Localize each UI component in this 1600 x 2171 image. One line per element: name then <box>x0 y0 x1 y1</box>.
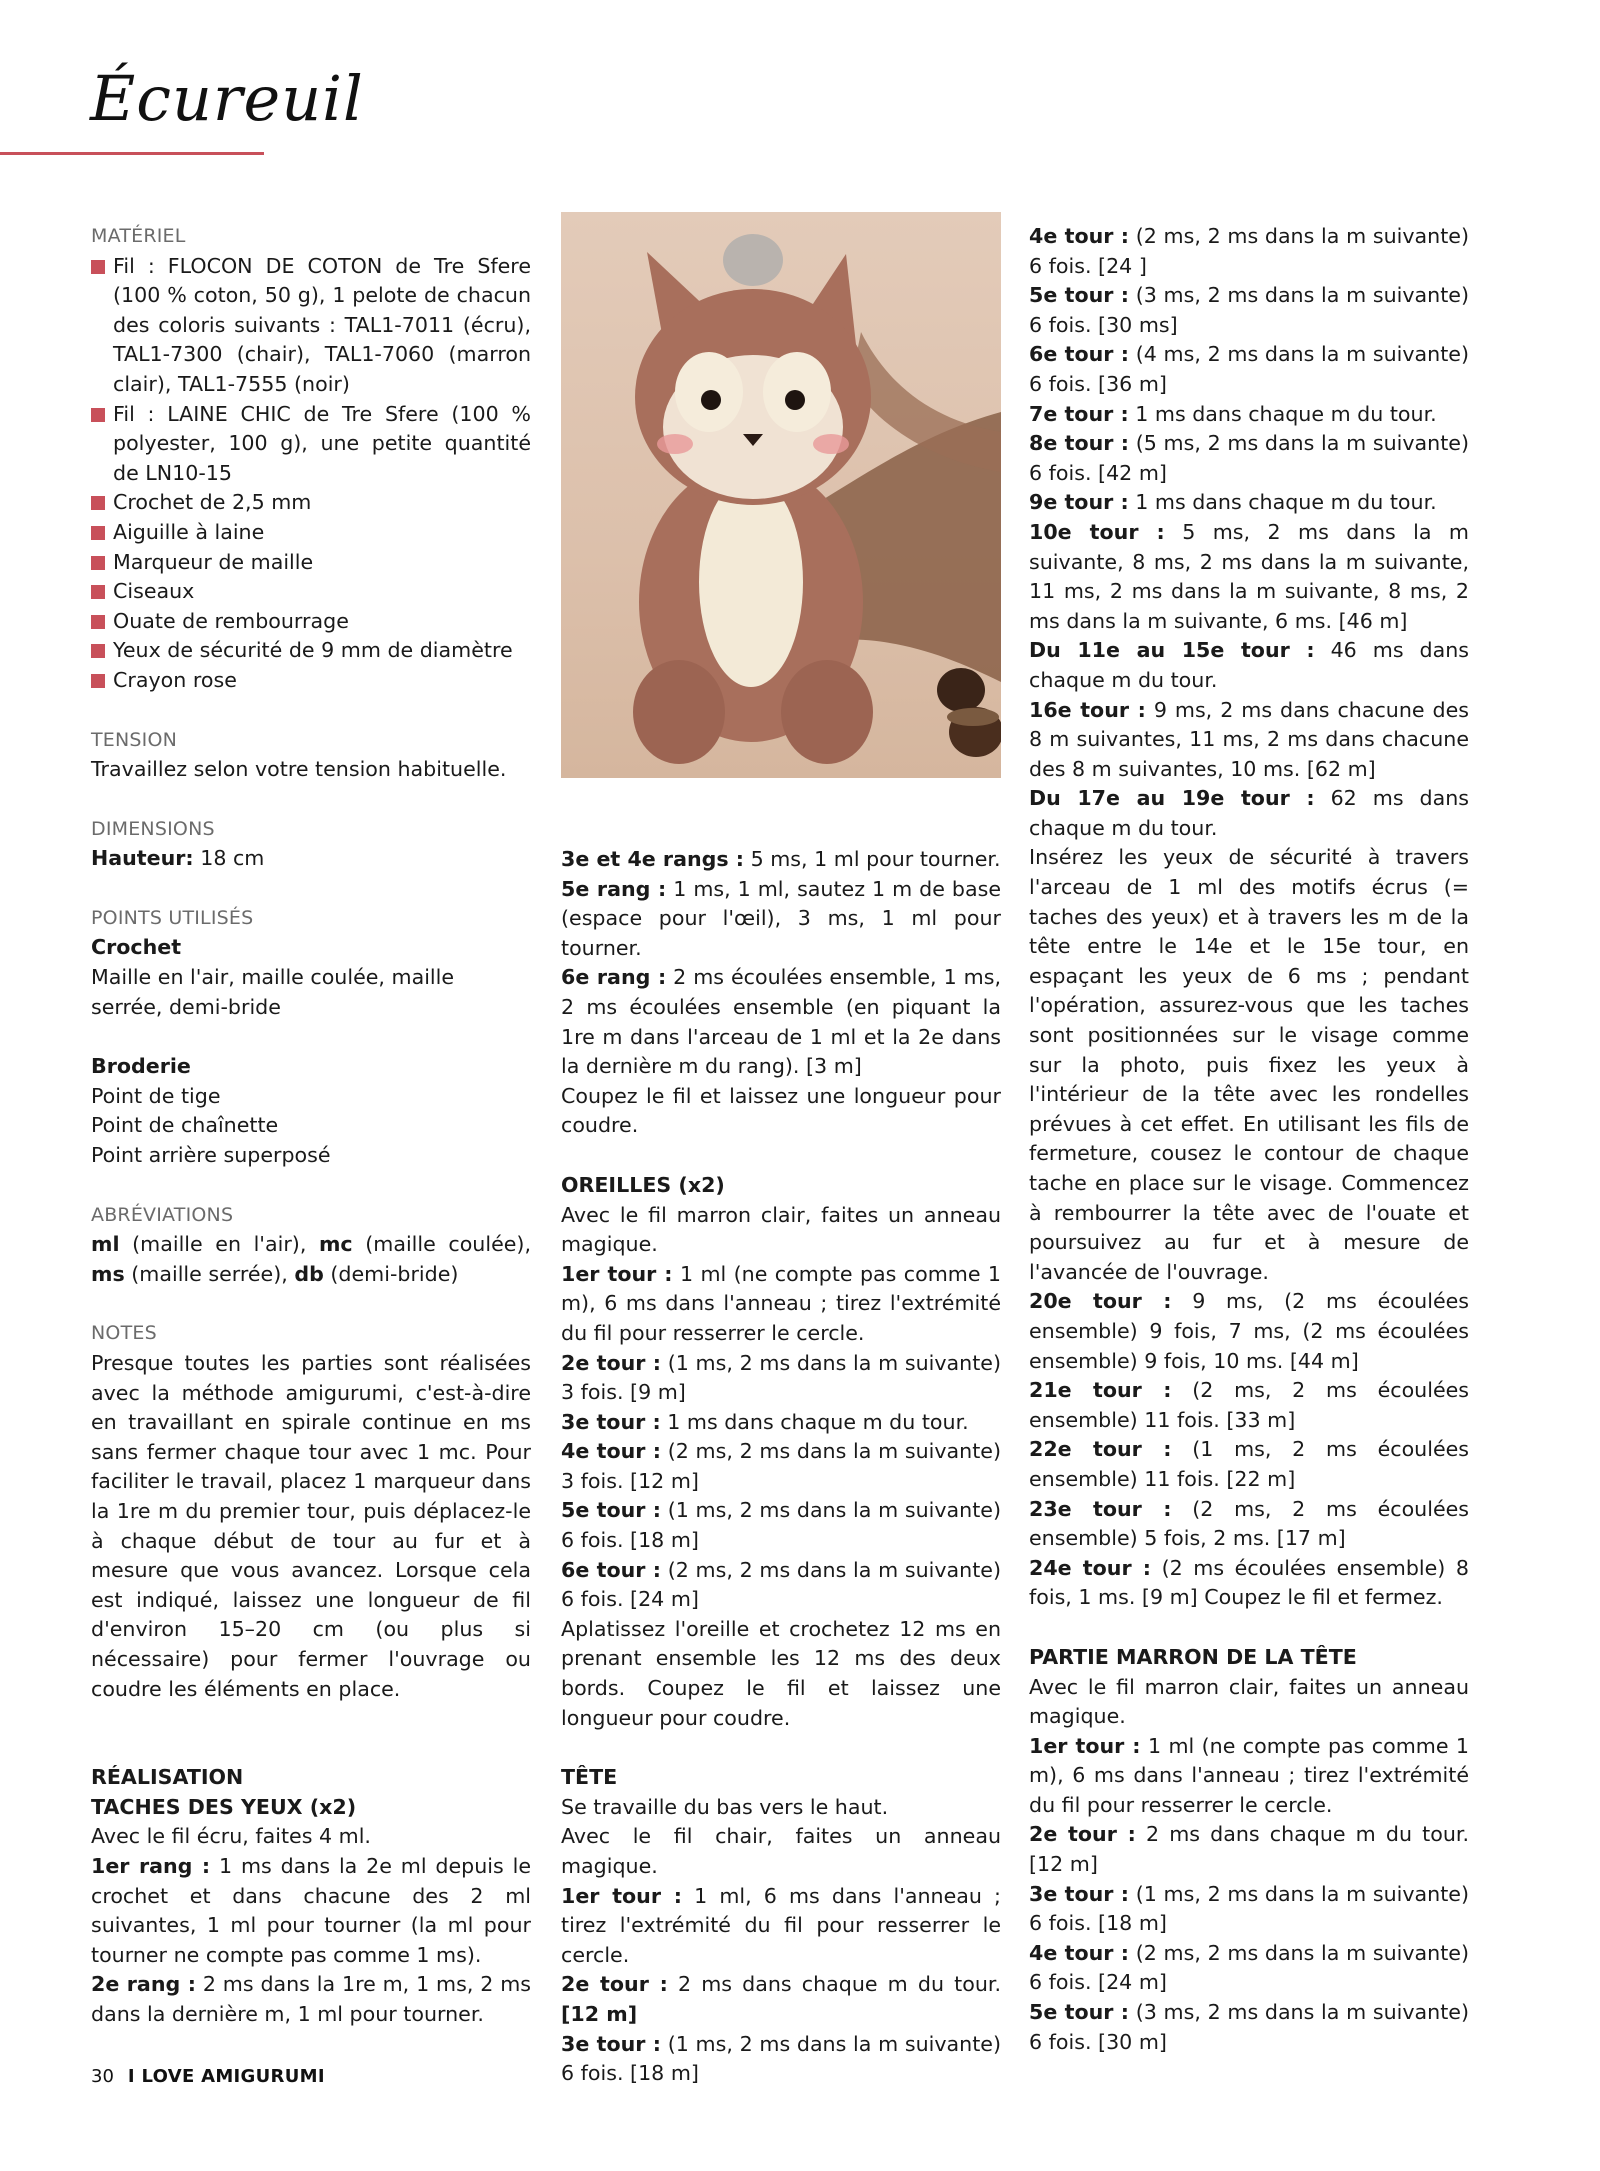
row-label: 3e tour : <box>561 2031 661 2056</box>
row-text: 5 ms, 2 ms dans la m suivante, 8 ms, 2 ms dans la m suivante, 11 ms, 2 ms dans la m suivante, 8 ms, 2 ms dans la m suivante, 6 ms. [46 m] <box>1029 519 1469 633</box>
row-label: Du 17e au 19e tour : <box>1029 786 1315 811</box>
row-label: 1er tour : <box>561 1883 682 1908</box>
materiel-item: Ouate de rembourrage <box>91 607 531 637</box>
row-text: (2 ms, 2 ms écoulées ensemble) 5 fois, 2 ms. [17 m] <box>1029 1496 1470 1551</box>
row-text: 1 ms, 1 ml, sautez 1 m de base (espace pour l'œil), 3 ms, 1 ml pour tourner. <box>561 876 1001 960</box>
instruction-row <box>561 1496 1001 1555</box>
instruction-row <box>1029 488 1469 518</box>
section-heading-notes: NOTES <box>91 1322 157 1345</box>
abbr-term: ms <box>91 1261 125 1286</box>
row-label: 6e rang : <box>561 965 667 990</box>
row-text: (3 ms, 2 ms dans la m suivante) 6 fois. [30 ms] <box>1029 283 1469 337</box>
instruction-row <box>1029 281 1469 340</box>
section-heading-tension: TENSION <box>91 728 178 751</box>
materiel-list <box>91 252 531 696</box>
instruction-row <box>561 1970 1001 2029</box>
taches-heading: TACHES DES YEUX (x2) <box>91 1794 357 1819</box>
instruction-row <box>1029 1554 1469 1613</box>
row-label: 1er rang : <box>91 1853 211 1878</box>
row-text: 9 ms, (2 ms écoulées ensemble) 9 fois, 7 ms, (2 ms écoulées ensemble) 9 fois, 10 ms. [44 m] <box>1029 1289 1470 1373</box>
instruction-row <box>1029 1435 1469 1494</box>
row-text: 1 ms dans chaque m du tour. <box>1128 401 1437 426</box>
instruction-row <box>1029 696 1469 785</box>
row-text: (1 ms, 2 ms dans la m suivante) 3 fois. [9 m] <box>561 1350 1001 1405</box>
row-label: 2e tour : <box>561 1972 668 1997</box>
crochet-text: Maille en l'air, maille coulée, maille serrée, demi-bride <box>91 965 455 1019</box>
instruction-row <box>1029 400 1469 430</box>
row-text: 2 ms dans la 1re m, 1 ms, 2 ms dans la dernière m, 1 ml pour tourner. <box>91 1972 531 2026</box>
squirrel-photo <box>561 212 1001 778</box>
row-label: 2e rang : <box>91 1972 196 1997</box>
section-heading-materiel: MATÉRIEL <box>91 225 186 247</box>
instruction-row <box>561 963 1001 1081</box>
row-label: 6e tour : <box>561 1557 661 1582</box>
materiel-item: Yeux de sécurité de 9 mm de diamètre <box>91 636 531 666</box>
section-heading-dimensions: DIMENSIONS <box>91 817 215 840</box>
tete-intro: Se travaille du bas vers le haut. <box>561 1794 889 1819</box>
dimensions-value: 18 cm <box>193 846 265 871</box>
instruction-row <box>561 845 1001 875</box>
row-text: 1 ml (ne compte pas comme 1 m), 6 ms dans l'anneau ; tirez l'extrémité du fil pour resserrer le cercle. <box>561 1261 1001 1345</box>
instruction-row <box>1029 1880 1469 1939</box>
crochet-label: Crochet <box>91 935 182 960</box>
row-text: 2 ms écoulées ensemble, 1 ms, 2 ms écoulées ensemble (en piquant la 1re m dans l'arceau de 1 ml et la 2e dans la dernière m du rang). [3 m] <box>561 965 1001 1079</box>
notes-text: Presque toutes les parties sont réalisées avec la méthode amigurumi, c'est-à-dire en travaillant en spirale continue en ms sans fermer chaque tour avec 1 mc. Pour faciliter le travail, placez 1 marqueur dans la 1re m du premier tour, puis déplacez-le à chaque début de tour au fur et à mesure que vous avancez. Lorsque cela est indiqué, laissez une longueur de fil d'environ 15–20 cm (ou plus si nécessaire) pour fermer l'ouvrage ou coudre les éléments en place. <box>91 1351 531 1701</box>
materiel-item: Fil : LAINE CHIC de Tre Sfere (100 % polyester, 100 g), une petite quantité de LN10-15 <box>91 400 531 489</box>
tension-text: Travaillez selon votre tension habituelle. <box>91 757 507 782</box>
row-text: 2 ms dans chaque m du tour. <box>667 1972 1001 1997</box>
section-heading-points: POINTS UTILISÉS <box>91 906 254 929</box>
row-text: 9 ms, 2 ms dans chacune des 8 m suivantes, 11 ms, 2 ms dans chacune des 8 m suivantes, 10 ms. [62 m] <box>1029 697 1469 781</box>
squirrel-illustration <box>561 212 1001 778</box>
instruction-row <box>1029 340 1469 399</box>
row-label: 21e tour : <box>1029 1378 1172 1403</box>
materiel-item: Ciseaux <box>91 577 531 607</box>
materiel-item: Crayon rose <box>91 666 531 696</box>
partie-intro: Avec le fil marron clair, faites un anneau magique. <box>1029 1674 1469 1729</box>
instruction-row <box>561 875 1001 964</box>
row-label: 4e tour : <box>561 1439 661 1464</box>
magazine-name: I LOVE AMIGURUMI <box>127 2066 325 2087</box>
realisation-heading: RÉALISATION <box>91 1765 244 1790</box>
row-text: (2 ms écoulées ensemble) 8 fois, 1 ms. [9 m] Coupez le fil et fermez. <box>1029 1555 1469 1610</box>
instruction-row <box>91 1970 531 2029</box>
row-label: 24e tour : <box>1029 1555 1152 1580</box>
row-text: (2 ms, 2 ms dans la m suivante) 6 fois. [24 m] <box>561 1557 1001 1612</box>
row-text: (2 ms, 2 ms dans la m suivante) 6 fois. [24 ] <box>1029 224 1469 278</box>
row-label: 6e tour : <box>1029 342 1129 367</box>
row-label: 3e tour : <box>561 1409 661 1434</box>
instruction-row <box>561 1556 1001 1615</box>
instruction-row <box>1029 1939 1469 1998</box>
instruction-row <box>561 1882 1001 1971</box>
row-count: [12 m] <box>561 2001 638 2026</box>
broderie-item: Point arrière superposé <box>91 1143 331 1168</box>
row-label: 2e tour : <box>561 1350 661 1375</box>
row-text: 1 ms dans chaque m du tour. <box>660 1409 969 1434</box>
broderie-item: Point de tige <box>91 1083 221 1108</box>
abbr-def: (demi-bride) <box>323 1261 459 1286</box>
row-text: (1 ms, 2 ms dans la m suivante) 6 fois. [18 m] <box>1029 1881 1469 1936</box>
column-1 <box>91 222 531 2029</box>
row-label: 5e tour : <box>1029 2000 1129 2025</box>
title-underline <box>0 152 264 155</box>
row-label: 1er tour : <box>561 1261 673 1286</box>
instruction-row <box>561 1408 1001 1438</box>
dimensions-label: Hauteur: <box>91 846 194 871</box>
row-label: 5e tour : <box>561 1498 661 1523</box>
instruction-row <box>91 1852 531 1970</box>
page-title: Écureuil <box>90 62 364 135</box>
row-label: 9e tour : <box>1029 490 1129 515</box>
instruction-row <box>1029 1495 1469 1554</box>
column-2 <box>561 845 1001 2089</box>
tete-intro: Avec le fil chair, faites un anneau magique. <box>561 1824 1001 1878</box>
row-label: 8e tour : <box>1029 431 1129 456</box>
oreilles-heading: OREILLES (x2) <box>561 1172 725 1197</box>
materiel-item: Marqueur de maille <box>91 548 531 578</box>
partie-marron-heading: PARTIE MARRON DE LA TÊTE <box>1029 1644 1357 1669</box>
instruction-row <box>561 2030 1001 2089</box>
row-label: Du 11e au 15e tour : <box>1029 638 1315 663</box>
materiel-item: Aiguille à laine <box>91 518 531 548</box>
row-label: 23e tour : <box>1029 1496 1172 1521</box>
page-number: 30 <box>91 2066 114 2087</box>
instruction-row <box>561 1260 1001 1349</box>
page-footer <box>91 2066 325 2087</box>
row-text: 5 ms, 1 ml pour tourner. <box>744 847 1001 871</box>
row-text: 46 ms dans chaque m du tour. <box>1029 638 1469 692</box>
instruction-row <box>1029 1287 1469 1376</box>
instruction-row <box>1029 636 1469 695</box>
row-text: (4 ms, 2 ms dans la m suivante) 6 fois. [36 m] <box>1029 342 1469 396</box>
abbr-text <box>91 1230 531 1289</box>
row-label: 4e tour : <box>1029 224 1129 248</box>
instruction-row <box>1029 1998 1469 2057</box>
row-text: 1 ml, 6 ms dans l'anneau ; tirez l'extrémité du fil pour resserrer le cercle. <box>561 1883 1001 1967</box>
row-text: 1 ms dans chaque m du tour. <box>1128 490 1437 515</box>
abbr-term: ml <box>91 1232 120 1257</box>
column-3 <box>1029 222 1469 2057</box>
row-text: (5 ms, 2 ms dans la m suivante) 6 fois. [42 m] <box>1029 431 1469 485</box>
broderie-label: Broderie <box>91 1054 191 1079</box>
instruction-row <box>1029 518 1469 636</box>
row-label: 2e tour : <box>1029 1822 1136 1847</box>
instruction-row <box>561 1349 1001 1408</box>
taches-intro: Avec le fil écru, faites 4 ml. <box>91 1824 371 1849</box>
row-label: 1er tour : <box>1029 1733 1141 1758</box>
row-text: 62 ms dans chaque m du tour. <box>1029 786 1469 840</box>
row-label: 22e tour : <box>1029 1437 1172 1462</box>
row-text: (3 ms, 2 ms dans la m suivante) 6 fois. [30 m] <box>1029 2000 1469 2054</box>
instruction-row <box>1029 1376 1469 1435</box>
row-text: (1 ms, 2 ms dans la m suivante) 6 fois. [18 m] <box>561 2031 1001 2086</box>
section-heading-abbr: ABRÉVIATIONS <box>91 1203 234 1226</box>
row-label: 5e rang : <box>561 876 667 901</box>
row-text: Aplatissez l'oreille et crochetez 12 ms en prenant ensemble les 12 ms des deux bords. Coupez le fil et laissez une longueur pour coudre. <box>561 1616 1001 1730</box>
oreilles-intro: Avec le fil marron clair, faites un anneau magique. <box>561 1202 1001 1257</box>
materiel-item: Fil : FLOCON DE COTON de Tre Sfere (100 % coton, 50 g), 1 pelote de chacun des coloris suivants : TAL1-7011 (écru), TAL1-7300 (chair), TAL1-7060 (marron clair), TAL1-7555 (noir) <box>91 252 531 400</box>
abbr-def: (maille en l'air), <box>119 1232 319 1257</box>
tete-heading: TÊTE <box>561 1765 618 1790</box>
instruction-row <box>1029 1820 1469 1879</box>
row-label: 7e tour : <box>1029 401 1129 426</box>
row-text: Insérez les yeux de sécurité à travers l'arceau de 1 ml des motifs écrus (= taches des yeux) et à travers les m de la tête entre le 14e et le 15e tour, en espaçant les yeux de 6 ms ; pendant l'opération, assurez-vous que les taches sont positionnées sur le visage comme sur la photo, puis fixez les yeux à l'intérieur de la tête avec les rondelles prévues à cet effet. En utilisant les fils de fermeture, cousez le contour de chaque tache en place sur le visage. Commencez à rembourrer la tête avec de l'ouate et poursuivez au fur et à mesure de l'avancée de l'ouvrage. <box>1029 845 1469 1284</box>
instruction-row <box>1029 429 1469 488</box>
row-text: (2 ms, 2 ms dans la m suivante) 3 fois. [12 m] <box>561 1439 1001 1493</box>
row-label: 3e et 4e rangs : <box>561 847 745 871</box>
row-text: (1 ms, 2 ms écoulées ensemble) 11 fois. [22 m] <box>1029 1437 1470 1491</box>
row-label: 4e tour : <box>1029 1940 1129 1965</box>
abbr-term: mc <box>318 1232 353 1257</box>
instruction-row <box>1029 784 1469 843</box>
abbr-def: (maille serrée), <box>124 1261 295 1286</box>
row-text: Coupez le fil et laissez une longueur pour coudre. <box>561 1083 1001 1138</box>
instruction-row <box>561 1615 1001 1733</box>
materiel-item: Crochet de 2,5 mm <box>91 488 531 518</box>
instruction-row <box>1029 222 1469 281</box>
row-label: 20e tour : <box>1029 1289 1172 1314</box>
row-text: (2 ms, 2 ms dans la m suivante) 6 fois. [24 m] <box>1029 1940 1469 1995</box>
row-text: 1 ml (ne compte pas comme 1 m), 6 ms dans l'anneau ; tirez l'extrémité du fil pour resserrer le cercle. <box>1029 1733 1469 1817</box>
row-label: 16e tour : <box>1029 697 1146 722</box>
broderie-item: Point de chaînette <box>91 1113 279 1138</box>
row-text: (1 ms, 2 ms dans la m suivante) 6 fois. [18 m] <box>561 1498 1001 1553</box>
instruction-row <box>561 1437 1001 1496</box>
row-label: 5e tour : <box>1029 283 1129 308</box>
abbr-def: (maille coulée), <box>352 1232 531 1257</box>
row-text: 2 ms dans chaque m du tour. [12 m] <box>1029 1822 1469 1877</box>
instruction-row <box>1029 843 1469 1287</box>
abbr-term: db <box>294 1261 324 1286</box>
dimensions-text <box>91 844 531 874</box>
row-label: 10e tour : <box>1029 519 1165 544</box>
row-text: (2 ms, 2 ms écoulées ensemble) 11 fois. [33 m] <box>1029 1378 1470 1432</box>
row-text: 1 ms dans la 2e ml depuis le crochet et dans chacune des 2 ml suivantes, 1 ml pour tourner (la ml pour tourner ne compte pas comme 1 ms). <box>91 1853 532 1967</box>
instruction-row <box>561 1082 1001 1141</box>
instruction-row <box>1029 1732 1469 1821</box>
row-label: 3e tour : <box>1029 1881 1129 1906</box>
